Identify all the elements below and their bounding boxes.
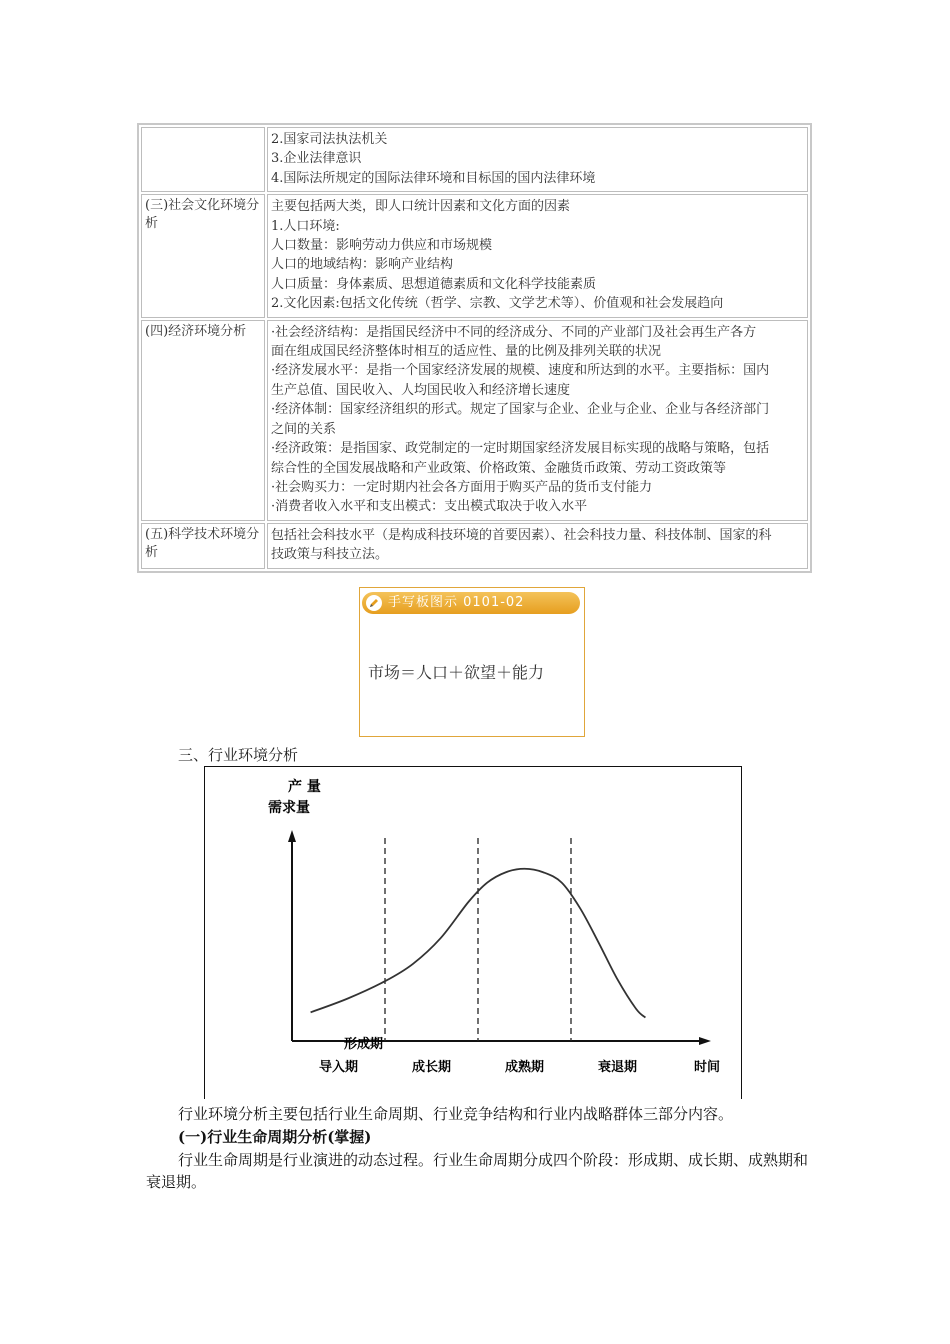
- x-axis-arrow: [699, 1037, 711, 1045]
- row-line: 综合性的全国发展战略和产业政策、价格政策、金融货币政策、劳动工资政策等: [271, 460, 727, 476]
- row-line: ·经济体制：国家经济组织的形式。规定了国家与企业、企业与企业、企业与各经济部门: [271, 402, 770, 418]
- row-label: (五)科学技术环境分析: [141, 523, 265, 569]
- row-line: 面在组成国民经济整体时相互的适应性、量的比例及排列关联的状况: [271, 344, 662, 360]
- row-line: 人口数量：影响劳动力供应和市场规模: [271, 238, 493, 254]
- chart-frame: [205, 767, 742, 1100]
- row-label: (四)经济环境分析: [141, 320, 265, 521]
- subsection-title: (一)行业生命周期分析(掌握): [178, 1128, 372, 1146]
- row-line: 2.国家司法执法机关: [271, 132, 388, 147]
- paragraph-lifecycle: 行业生命周期是行业演进的动态过程。行业生命周期分成四个阶段：形成期、成长期、成熟期和衰退期。: [146, 1151, 809, 1191]
- row-line: 技政策与科技立法。: [271, 547, 389, 563]
- row-line: 4.国际法所规定的国际法律环境和目标国的国内法律环境: [271, 170, 596, 186]
- pen-icon: [366, 595, 382, 611]
- row-line: ·经济政策：是指国家、政党制定的一定时期国家经济发展目标实现的战略与策略，包括: [271, 441, 770, 457]
- paragraph-intro: 行业环境分析主要包括行业生命周期、行业竞争结构和行业内战略群体三部分内容。: [178, 1105, 734, 1123]
- phase-label-3: 成熟期: [504, 1060, 545, 1075]
- curve-label: 形成期: [344, 1037, 384, 1052]
- row-line: 人口质量：身体素质、思想道德素质和文化科学技能素质: [271, 276, 597, 292]
- phase-label-4: 衰退期: [597, 1060, 638, 1075]
- industry-lifecycle-chart: [204, 766, 744, 1099]
- handwriting-title: 手写板图示 0101-02: [388, 595, 525, 610]
- phase-label-1: 导入期: [318, 1060, 359, 1075]
- row-line: 主要包括两大类，即人口统计因素和文化方面的因素: [271, 199, 571, 215]
- row-line: 3.企业法律意识: [271, 151, 362, 167]
- phase-label-2: 成长期: [411, 1060, 452, 1075]
- environment-table: [137, 123, 812, 573]
- row-label: [141, 127, 265, 192]
- row-line: 2.文化因素:包括文化传统（哲学、宗教、文学艺术等）、价值观和社会发展趋向: [271, 296, 724, 312]
- section-title: 三、行业环境分析: [178, 746, 299, 764]
- y-label-line-2: 需求量: [268, 800, 310, 816]
- handwriting-title-bar: [362, 592, 580, 614]
- row-line: 包括社会科技水平（是构成科技环境的首要因素）、社会科技力量、科技体制、国家的科: [271, 527, 772, 543]
- row-line: 人口的地域结构：影响产业结构: [271, 257, 454, 273]
- row-content: [267, 523, 808, 569]
- row-content: [267, 320, 808, 521]
- row-label: (三)社会文化环境分析: [141, 194, 265, 317]
- row-line: ·经济发展水平：是指一个国家经济发展的规模、速度和所达到的水平。主要指标：国内: [271, 363, 770, 379]
- y-axis-arrow: [288, 830, 296, 842]
- table-row: [141, 194, 808, 317]
- table-row: [141, 320, 808, 521]
- table-row: [141, 127, 808, 192]
- table-row: [141, 523, 808, 569]
- row-line: 1.人口环境:: [271, 218, 340, 234]
- x-axis-label: 时间: [694, 1060, 721, 1075]
- row-content: [267, 194, 808, 317]
- row-line: 生产总值、国民收入、人均国民收入和经济增长速度: [271, 382, 571, 398]
- market-formula: 市场＝人口＋欲望＋能力: [368, 663, 545, 682]
- row-line: ·消费者收入水平和支出模式：支出模式取决于收入水平: [271, 499, 588, 515]
- row-line: 之间的关系: [271, 421, 337, 437]
- row-line: ·社会经济结构：是指国民经济中不同的经济成分、不同的产业部门及社会再生产各方: [271, 324, 757, 340]
- row-content: [267, 127, 808, 192]
- row-line: ·社会购买力：一定时期内社会各方面用于购买产品的货币支付能力: [271, 479, 653, 495]
- handwriting-board: [359, 587, 585, 737]
- y-label-line-1: 产 量: [288, 779, 321, 795]
